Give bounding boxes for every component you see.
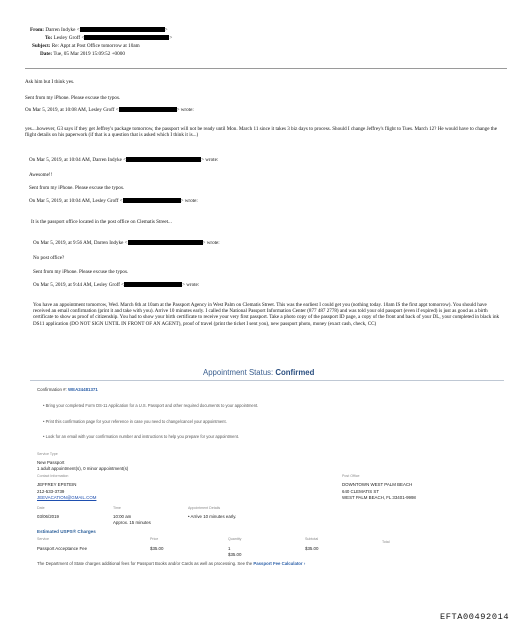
instruction-item: • Bring your completed Form DS-11 Application for a U.S. Passport and other required documents to your appointment.: [43, 403, 259, 408]
subject-value: Re: Appt at Post Office tomorrow at 10am: [51, 43, 140, 49]
fee-price: $35.00: [150, 546, 164, 551]
fee-service: Passport Acceptance Fee: [37, 546, 88, 551]
redaction-bar: [126, 157, 201, 162]
to-label: To:: [45, 35, 53, 41]
post-office-label: Post Office: [342, 474, 360, 478]
fee-quantity: 1: [228, 546, 231, 551]
quote-header: On Mar 5, 2019, at 10:04 AM, Lesley Groff < > wrote:: [29, 198, 198, 204]
post-office-street: 640 CLEMATIS ST: [342, 489, 380, 494]
redaction-bar: [128, 240, 203, 245]
service-type-detail: 1 adult appointment(s), 0 minor appointment(s): [37, 466, 129, 471]
from-value: Darren Indyke <: [45, 27, 80, 33]
redaction-bar: [124, 282, 182, 287]
post-office-name: DOWNTOWN WEST PALM BEACH: [342, 482, 413, 487]
time-label: Time: [113, 506, 121, 510]
quote-header: On Mar 5, 2019, at 10:04 AM, Darren Indyke < > wrote:: [29, 157, 219, 163]
passport-fee-calculator-link[interactable]: Passport Fee Calculator: [253, 561, 303, 566]
appointment-details-label: Appointment Details: [188, 506, 221, 510]
redaction-bar: [80, 27, 165, 32]
appointment-status-title: Appointment Status: Confirmed: [203, 368, 315, 377]
subject-line: [32, 43, 140, 50]
quote-header: On Mar 5, 2019, at 9:56 AM, Darren Indyke < > wrote:: [33, 240, 220, 246]
col-subtotal: Subtotal: [305, 537, 319, 541]
from-label: From:: [30, 27, 45, 33]
quoted-message: It is the passport office located in the post office on Clematis Street...: [31, 219, 172, 225]
to-line: To: Lesley Groff < >: [45, 35, 173, 41]
date-value: Tue, 05 Mar 2019 15:09:52 +0000: [53, 51, 125, 57]
fee-footnote: The Department of State charges additional fees for Passport Books and/or Cards as well as processing. See the Passport Fee Calculator ›: [37, 561, 306, 566]
header-divider: [25, 68, 507, 69]
status-confirmed: Confirmed: [275, 368, 315, 377]
date-line: [40, 51, 125, 58]
contact-name: JEFFREY EPSTEIN: [37, 482, 77, 487]
subject-label: Subject:: [32, 43, 51, 49]
quoted-message: You have an appointment tomorrow, Wed. March 6th at 10am at the Passport Agency in West Palm on Clematis Street. This was the earliest I could get you (nothing today. 10am IS the first appt tomorrow). You should have received an email confirmation (print it and take with you). Arrive 10 minutes early. I called the National Passport Information Center (877 487 2778) and was told your old passport (even if expired) is just as good as a birth certificate to show as proof of citizenship. You had to show your birth certificate to receive your very first passport. Take a photo copy of the passport ID page, a copy of the front and back of your DL, your completed in black ink DS11 application (DO NOT SIGN UNTIL IN FRONT OF AN AGENT), proof of travel (print the ticket I sent you), new passport photo, money (exact cash, check, CC): [33, 302, 500, 327]
redaction-bar: [123, 198, 181, 203]
redaction-bar: [119, 107, 177, 112]
quoted-message: yes....however, G3 says if they get Jeffrey's package tomorrow, the passport will not be ready until Mon. March 11 since it takes 3 biz days to process. Should I change Jeffrey's flight to Tues. March 12? He would have to change the flight details on his paperwork (if that is a question that is asked which I think it is...): [25, 126, 497, 139]
fee-subtotal: $35.00: [305, 546, 319, 551]
quoted-message: No post office?: [33, 255, 65, 261]
instruction-item: • Look for an email with your confirmation number and instructions to help you prepare for your appointment.: [43, 434, 239, 439]
title-divider: [30, 380, 504, 381]
signature-text: Sent from my iPhone. Please excuse the typos.: [29, 185, 125, 191]
col-total: Total: [382, 540, 390, 544]
bates-number: EFTA00492014: [440, 612, 510, 622]
message-text: Ask him but I think yes.: [25, 79, 75, 85]
appointment-date: 03/06/2019: [37, 514, 59, 519]
col-quantity: Quantity: [228, 537, 242, 541]
col-price: Price: [150, 537, 159, 541]
quote-header: On Mar 5, 2019, at 10:08 AM, Lesley Groff < > wrote:: [25, 107, 194, 113]
chevron-right-icon: ›: [303, 561, 306, 566]
signature-text: Sent from my iPhone. Please excuse the typos.: [25, 95, 121, 101]
date-label: Date: [37, 506, 45, 510]
appointment-details: • Arrive 10 minutes early.: [188, 514, 237, 519]
appointment-time: 10:00 am: [113, 514, 132, 519]
contact-email-link[interactable]: JEEVACATION@GMAIL.COM: [37, 495, 97, 500]
fee-quantity-amount: $35.00: [228, 552, 242, 557]
to-value: Lesley Groff <: [53, 35, 85, 41]
instruction-item: • Print this confirmation page for your reference in case you need to change/cancel your appointment.: [43, 419, 227, 424]
service-type-label: Service Type: [37, 452, 58, 456]
from-line: From: Darren Indyke < >: [30, 27, 168, 33]
charges-title: Estimated USPS® Charges: [37, 529, 96, 534]
appointment-duration: Approx. 15 minutes: [113, 520, 151, 525]
date-label: Date:: [40, 51, 53, 57]
redaction-bar: [84, 35, 169, 40]
quoted-message: Awesome!!: [29, 172, 53, 178]
col-service: Service: [37, 537, 49, 541]
signature-text: Sent from my iPhone. Please excuse the typos.: [33, 269, 129, 275]
contact-label: Contact Information: [37, 474, 69, 478]
contact-phone: 212-533-3739: [37, 489, 65, 494]
quote-header: On Mar 5, 2019, at 9:44 AM, Lesley Groff < > wrote:: [33, 282, 200, 288]
post-office-city: WEST PALM BEACH, FL 33401-9998: [342, 495, 416, 500]
confirmation-number: Confirmation #: WEA24481371: [37, 387, 98, 392]
service-type-value: New Passport: [37, 460, 65, 465]
